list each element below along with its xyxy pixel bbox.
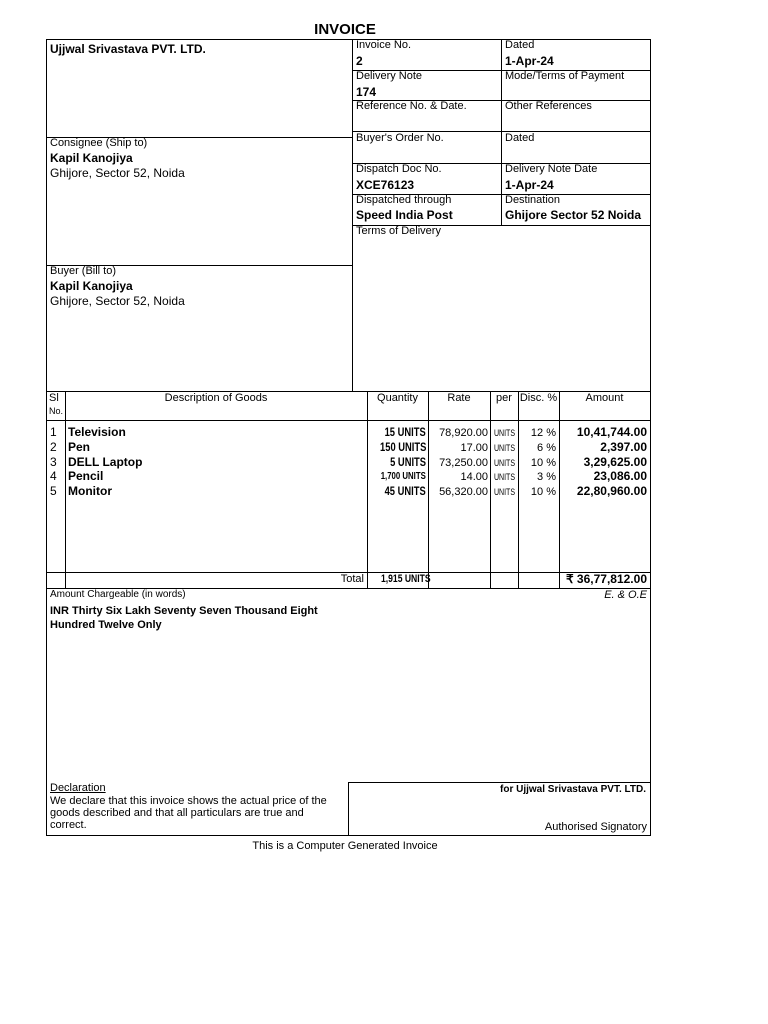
row-per-text: UNITS: [493, 472, 515, 482]
buyer-address: Ghijore, Sector 52, Noida: [50, 294, 185, 308]
total-label: Total: [340, 573, 364, 585]
col-no-header: No.: [49, 406, 64, 416]
row-disc: 3 %: [537, 471, 556, 483]
border-top: [46, 39, 651, 40]
destination-label: Destination: [505, 194, 561, 206]
row-quantity: [367, 441, 426, 455]
col-quantity-header: Quantity: [377, 392, 418, 404]
seller-name: Ujjwal Srivastava PVT. LTD.: [50, 42, 206, 56]
dispatched-through-label: Dispatched through: [356, 194, 452, 206]
row-quantity: [367, 471, 426, 483]
amount-words-label: Amount Chargeable (in words): [50, 589, 186, 600]
dispatch-doc-label: Dispatch Doc No.: [356, 163, 442, 175]
signatory-company: for Ujjwal Srivastava PVT. LTD.: [500, 784, 646, 795]
row-description: Television: [68, 425, 126, 439]
col-sl-header: Sl: [49, 392, 59, 404]
invoice-no-value: 2: [356, 54, 363, 68]
declaration-line1: We declare that this invoice shows the actual price of the: [50, 795, 327, 807]
dispatch-doc-value: XCE76123: [356, 178, 415, 192]
total-amount: ₹ 36,77,812.00: [565, 572, 647, 586]
row-quantity-text: 150 UNITS: [380, 440, 427, 454]
delivery-note-value: 174: [356, 85, 377, 99]
signatory-left: [348, 782, 349, 836]
row-disc: 10 %: [530, 457, 556, 469]
delivery-note-date-label: Delivery Note Date: [505, 163, 598, 175]
row-quantity-text: 45 UNITS: [384, 484, 426, 498]
border-left: [46, 39, 47, 836]
row-quantity: [367, 485, 426, 499]
col-per-header: per: [496, 392, 512, 404]
row-description: Pencil: [68, 469, 104, 483]
amount-words-line2: Hundred Twelve Only: [50, 619, 162, 631]
col-rate-header: Rate: [447, 392, 471, 404]
amount-words-line1: INR Thirty Six Lakh Seventy Seven Thousand Eight: [50, 605, 318, 617]
row-description: Pen: [68, 440, 91, 454]
consignee-name: Kapil Kanojiya: [50, 151, 133, 165]
footer-note: This is a Computer Generated Invoice: [252, 840, 438, 852]
eoe-label: E. & O.E: [604, 589, 647, 601]
col-description-header: Description of Goods: [164, 392, 268, 404]
row-rate: 56,320.00: [439, 486, 488, 498]
row-sl: 3: [50, 455, 57, 469]
row-rate: 73,250.00: [439, 457, 488, 469]
dated-label: Dated: [505, 39, 535, 51]
row-sl: 1: [50, 425, 57, 439]
total-quantity: [367, 573, 431, 586]
other-references-label: Other References: [505, 100, 592, 112]
row-sl: 2: [50, 440, 57, 454]
consignee-label: Consignee (Ship to): [50, 137, 148, 149]
destination-value: Ghijore Sector 52 Noida: [505, 208, 642, 222]
invoice-title: INVOICE: [314, 21, 376, 38]
delivery-note-date-value: 1-Apr-24: [505, 178, 554, 192]
buyer-label: Buyer (Bill to): [50, 265, 117, 277]
total-quantity-text: 1,915 UNITS: [380, 573, 431, 585]
declaration-line3: correct.: [50, 819, 87, 831]
row-description: DELL Laptop: [68, 455, 143, 469]
row-per-text: UNITS: [493, 458, 515, 468]
consignee-address: Ghijore, Sector 52, Noida: [50, 166, 185, 180]
terms-of-delivery-label: Terms of Delivery: [356, 225, 441, 237]
row-quantity: [367, 456, 426, 470]
row-amount: 22,80,960.00: [576, 484, 647, 498]
row-amount: 23,086.00: [593, 469, 647, 483]
dated-value: 1-Apr-24: [505, 54, 554, 68]
grid-line: [65, 391, 66, 589]
row-amount: 2,397.00: [600, 440, 647, 454]
row-rate: 78,920.00: [439, 427, 488, 439]
row-description: Monitor: [68, 484, 112, 498]
row-per: [490, 443, 518, 453]
row-disc: 6 %: [537, 442, 556, 454]
signatory-top: [348, 782, 651, 783]
delivery-note-label: Delivery Note: [356, 70, 423, 82]
col-disc-header: Disc. %: [519, 392, 558, 404]
divider-right-grid: [501, 39, 502, 226]
table-header-bottom: [46, 420, 651, 421]
row-amount: 3,29,625.00: [583, 455, 647, 469]
order-dated-label: Dated: [505, 132, 535, 144]
row-amount: 10,41,744.00: [576, 425, 647, 439]
row-sl: 5: [50, 484, 57, 498]
row-rate: 17.00: [460, 442, 488, 454]
row-per-text: UNITS: [493, 428, 515, 438]
payment-terms-label: Mode/Terms of Payment: [505, 70, 625, 82]
invoice-no-label: Invoice No.: [356, 39, 412, 51]
divider-center: [352, 39, 353, 392]
reference-label: Reference No. & Date.: [356, 100, 467, 112]
row-per-text: UNITS: [493, 487, 515, 497]
row-disc: 12 %: [530, 427, 556, 439]
border-right: [650, 39, 651, 836]
buyer-name: Kapil Kanojiya: [50, 279, 133, 293]
row-quantity-text: 5 UNITS: [390, 455, 426, 469]
buyers-order-label: Buyer's Order No.: [356, 132, 444, 144]
row-quantity-text: 1,700 UNITS: [380, 471, 426, 482]
declaration-label: Declaration: [50, 782, 106, 794]
dispatched-through-value: Speed India Post: [356, 208, 453, 222]
row-quantity: [367, 426, 426, 440]
row-disc: 10 %: [530, 486, 556, 498]
declaration-line2: goods described and that all particulars are true and: [50, 807, 304, 819]
row-per: [490, 472, 518, 482]
col-amount-header: Amount: [585, 392, 624, 404]
row-sl: 4: [50, 469, 57, 483]
row-per-text: UNITS: [493, 443, 515, 453]
authorised-signatory-label: Authorised Signatory: [544, 821, 647, 833]
row-rate: 14.00: [460, 471, 488, 483]
row-quantity-text: 15 UNITS: [384, 425, 426, 439]
row-per: [490, 458, 518, 468]
row-per: [490, 487, 518, 497]
row-per: [490, 428, 518, 438]
